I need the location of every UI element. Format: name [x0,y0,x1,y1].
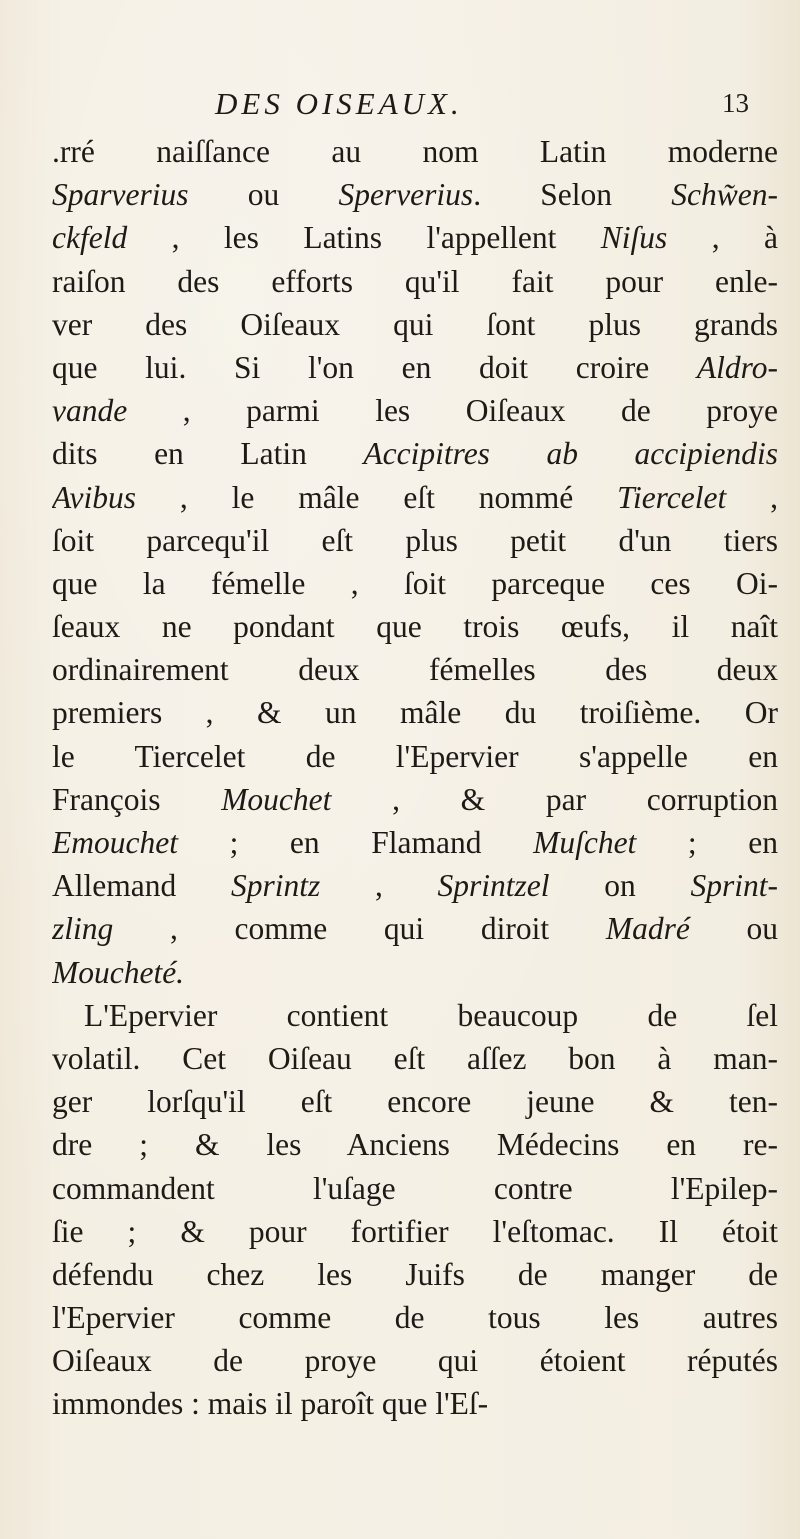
italic-text: Sprintzel [437,868,550,904]
text-line [52,605,778,648]
text-line [52,1167,778,1210]
italic-text: vande [52,393,128,429]
text-line [52,1296,778,1339]
text-line [52,432,778,475]
roman-text: volatil. Cet Oiſeau eſt aſſez bon à man- [52,1040,778,1076]
roman-text: , le mâle eſt nommé [136,479,618,515]
text-line [52,1382,778,1425]
roman-text: ordinairement deux fémelles des deux [52,652,778,688]
roman-text: ſeaux ne pondant que trois œufs, il naît [52,609,778,645]
roman-text: commandent l'uſage contre l'Epilep- [52,1170,778,1206]
italic-text: Emouchet [52,825,178,860]
text-line [52,907,778,950]
text-line [52,951,778,994]
roman-text: défendu chez les Juifs de manger de [52,1256,778,1292]
roman-text: dits en Latin [52,436,364,472]
text-line [52,303,778,346]
roman-text: que lui. Si l'on en doit croire [52,349,697,385]
text-line [52,778,778,821]
roman-text: ver des Oiſeaux qui ſont plus grands [52,306,778,342]
text-line [52,130,778,173]
italic-text: Avibus [52,479,136,515]
text-line [52,476,778,519]
roman-text: .rré naiſſance au nom Latin moderne [52,134,778,169]
text-line [52,519,778,562]
text-line [52,735,778,778]
text-line [52,648,778,691]
roman-text: le Tiercelet de l'Epervier s'appelle en [52,738,778,774]
italic-text: Moucheté. [52,954,185,990]
roman-text: , [320,868,438,904]
roman-text: ou [188,177,339,213]
italic-text: Accipitres ab accipiendis [363,436,778,472]
italic-text: Madré [605,911,690,947]
roman-text: . Selon [473,177,672,213]
roman-text: , [726,479,778,515]
roman-text: premiers , & un mâle du troiſième. Or [52,695,778,731]
text-line [52,346,778,389]
roman-text: , parmi les Oiſeaux de proye [127,393,778,429]
running-title: DES OISEAUX. [215,86,463,121]
text-line [52,1123,778,1166]
roman-text: , comme qui diroit [113,911,606,947]
italic-text: Aldro- [696,349,778,385]
text-line [52,1253,778,1296]
roman-text: ſoit parcequ'il eſt plus petit d'un tiers [52,522,778,558]
text-line [52,562,778,605]
roman-text: ; en Flamand [177,825,534,860]
body-text [52,130,778,1426]
text-line [52,1080,778,1123]
running-head [0,86,800,126]
italic-text: Sperverius [338,177,474,213]
roman-text: , & par corruption [331,781,778,817]
italic-text: Sprintz [230,868,321,904]
roman-text: ou [689,911,778,947]
roman-text: dre ; & les Anciens Médecins en re- [52,1127,778,1163]
italic-text: Muſchet [533,825,637,860]
text-line [52,1037,778,1080]
text-line [52,389,778,432]
roman-text: ger lorſqu'il eſt encore jeune & ten- [52,1084,778,1120]
italic-text: Sprint- [690,868,778,904]
text-line [52,260,778,303]
page-number: 13 [722,88,749,118]
italic-text: zling [52,911,114,947]
italic-text: Niſus [600,220,668,256]
roman-text: , à [667,220,778,256]
roman-text: , les Latins l'appellent [127,220,601,256]
text-line [52,216,778,259]
italic-text: Mouchet [221,781,332,817]
roman-text: raiſon des efforts qu'il fait pour enle- [52,263,778,299]
roman-text: que la fémelle , ſoit parceque ces Oi- [52,565,778,601]
roman-text: l'Epervier comme de tous les autres [52,1300,778,1336]
italic-text: Tiercelet [617,479,727,515]
text-line [52,1339,778,1382]
italic-text: Schw̃en- [671,177,778,213]
roman-text: Oiſeaux de proye qui étoient réputés [52,1343,778,1379]
text-line [52,173,778,216]
roman-text: L'Epervier contient beaucoup de ſel [84,997,778,1033]
text-line [52,691,778,734]
roman-text: Allemand [52,868,231,904]
roman-text: François [52,781,222,817]
text-line [52,864,778,907]
roman-text: ; en [636,825,778,860]
roman-text: on [549,868,691,904]
text-line [52,1210,778,1253]
italic-text: Sparverius [52,177,189,213]
roman-text: ſie ; & pour fortifier l'eſtomac. Il étoit [52,1213,778,1249]
roman-text: immondes : mais il paroît que l'Eſ- [52,1386,489,1422]
text-line [52,994,778,1037]
text-line [52,821,778,864]
italic-text: ckfeld [52,220,128,256]
